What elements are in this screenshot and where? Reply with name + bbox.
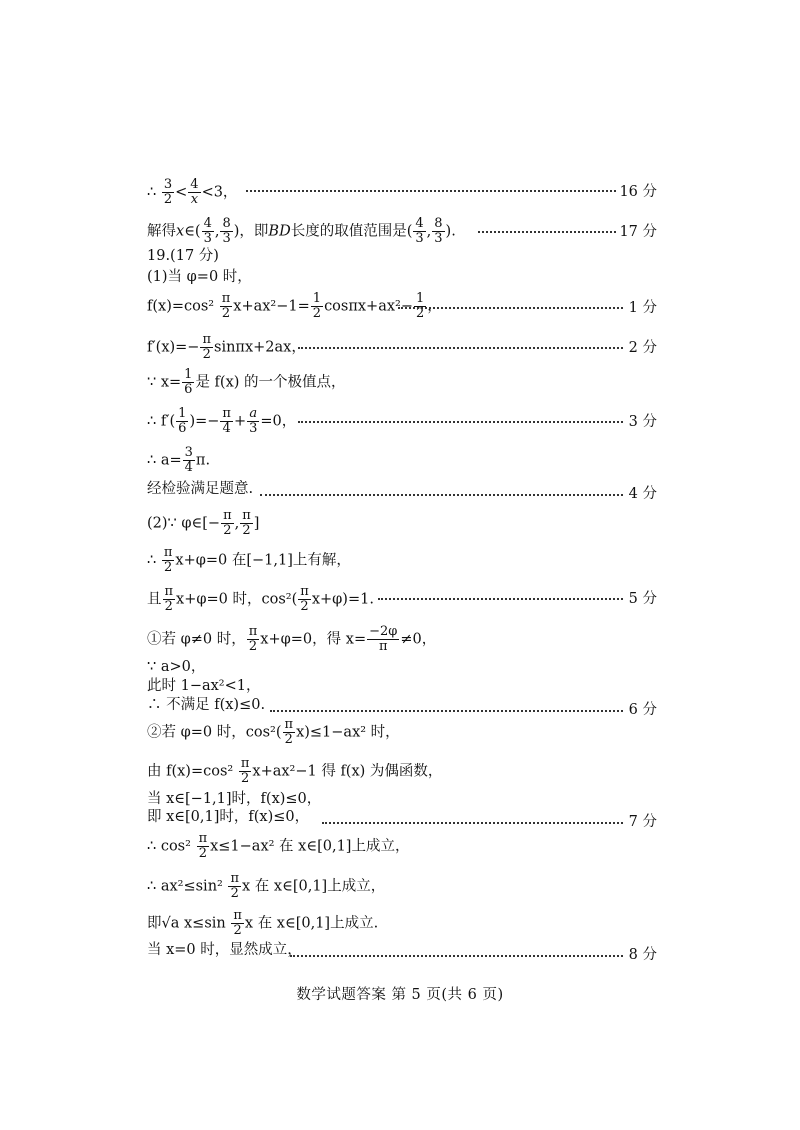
solution-line-6: f′(x)=− $\frac{\pi}{2}$ sinπx+2ax， <box>147 332 306 362</box>
solution-line-9: ∴ a= $\frac{3}{4}$ π. <box>147 445 211 475</box>
solution-line-14: ①若 φ≠0 时， $\frac{\pi}{2}$ x+φ=0，得 x= $\frac{-2\varphi}{\pi}$ ≠0， <box>147 624 437 654</box>
dotted-leader <box>260 494 623 496</box>
solution-line-8: ∴ f′( $\frac{1}{6}$ )=− $\frac{\pi}{4}$ + $\frac{a}{3}$ =0， <box>147 406 297 436</box>
solution-line-19: 由 f(x)=cos² $\frac{\pi}{2}$ x+ax²−1 得 f(x) 为偶函数， <box>147 756 443 786</box>
solution-line-20: 当 x∈[−1,1]时，f(x)≤0， <box>147 791 322 807</box>
score-label: 6 分 <box>628 702 657 718</box>
fraction: $\frac{4}{x}$ <box>190 177 199 207</box>
dotted-leader <box>398 307 623 309</box>
score-label: 16 分 <box>619 184 657 200</box>
dotted-leader <box>378 598 623 600</box>
score-label: 7 分 <box>628 814 657 830</box>
solution-line-24: 即√a x≤sin $\frac{\pi}{2}$ x 在 x∈[0,1]上成立. <box>147 908 379 938</box>
solution-line-18: ②若 φ=0 时，cos²( $\frac{\pi}{2}$ x)≤1−ax² 时， <box>147 717 400 747</box>
solution-line-17: ∴ 不满足 f(x)≤0. <box>147 697 266 713</box>
score-label: 5 分 <box>628 591 657 607</box>
dotted-leader <box>322 822 623 824</box>
solution-line-15: ∵ a>0， <box>147 659 206 675</box>
dotted-leader <box>290 955 623 957</box>
solution-line-16: 此时 1−ax²<1， <box>147 678 261 694</box>
solution-line-4: (1)当 φ=0 时， <box>147 269 252 285</box>
score-label: 8 分 <box>628 947 657 963</box>
score-label: 3 分 <box>628 414 657 430</box>
solution-line-22: ∴ cos² $\frac{\pi}{2}$ x≤1−ax² 在 x∈[0,1]上成立， <box>147 831 410 861</box>
solution-line-2: 解得x∈( $\frac{4}{3}$ , $\frac{8}{3}$ )，即BD长度的取值范围是( $\frac{4}{3}$ , $\frac{8}{3}$ ). <box>147 216 456 246</box>
solution-line-11: (2)∵ φ∈[− $\frac{\pi}{2}$ , $\frac{\pi}{2}$ ] <box>147 508 260 538</box>
solution-line-13: 且 $\frac{\pi}{2}$ x+φ=0 时，cos²( $\frac{\pi}{2}$ x+φ)=1. <box>147 584 374 614</box>
solution-line-1: ∴ $\frac{3}{2}$ < $\frac{4}{x}$ <3， <box>147 177 238 207</box>
dotted-leader <box>478 231 616 233</box>
score-label: 2 分 <box>628 340 657 356</box>
section-heading: 19.(17 分) <box>147 248 219 264</box>
score-label: 1 分 <box>628 300 657 316</box>
solution-line-10: 经检验满足题意. <box>147 481 254 497</box>
solution-line-25: 当 x=0 时，显然成立， <box>147 942 302 958</box>
solution-line-5: f(x)=cos² $\frac{\pi}{2}$ x+ax²−1= $\frac{1}{2}$ cosπx+ax²− $\frac{1}{2}$ ， <box>147 291 442 321</box>
dotted-leader <box>270 710 623 712</box>
fraction: $\frac{3}{2}$ <box>163 177 173 207</box>
solution-line-12: ∴ $\frac{\pi}{2}$ x+φ=0 在[−1,1]上有解， <box>147 545 351 575</box>
score-label: 4 分 <box>628 486 657 502</box>
solution-line-21: 即 x∈[0,1]时，f(x)≤0， <box>147 809 310 825</box>
dotted-leader <box>298 347 623 349</box>
solution-line-23: ∴ ax²≤sin² $\frac{\pi}{2}$ x 在 x∈[0,1]上成立， <box>147 871 386 901</box>
dotted-leader <box>246 190 616 192</box>
solution-line-7: ∵ x= $\frac{1}{6}$ 是 f(x) 的一个极值点， <box>147 367 346 397</box>
page-footer: 数学试题答案 第 5 页(共 6 页) <box>296 987 504 1003</box>
score-label: 17 分 <box>619 224 657 240</box>
dotted-leader <box>298 421 623 423</box>
